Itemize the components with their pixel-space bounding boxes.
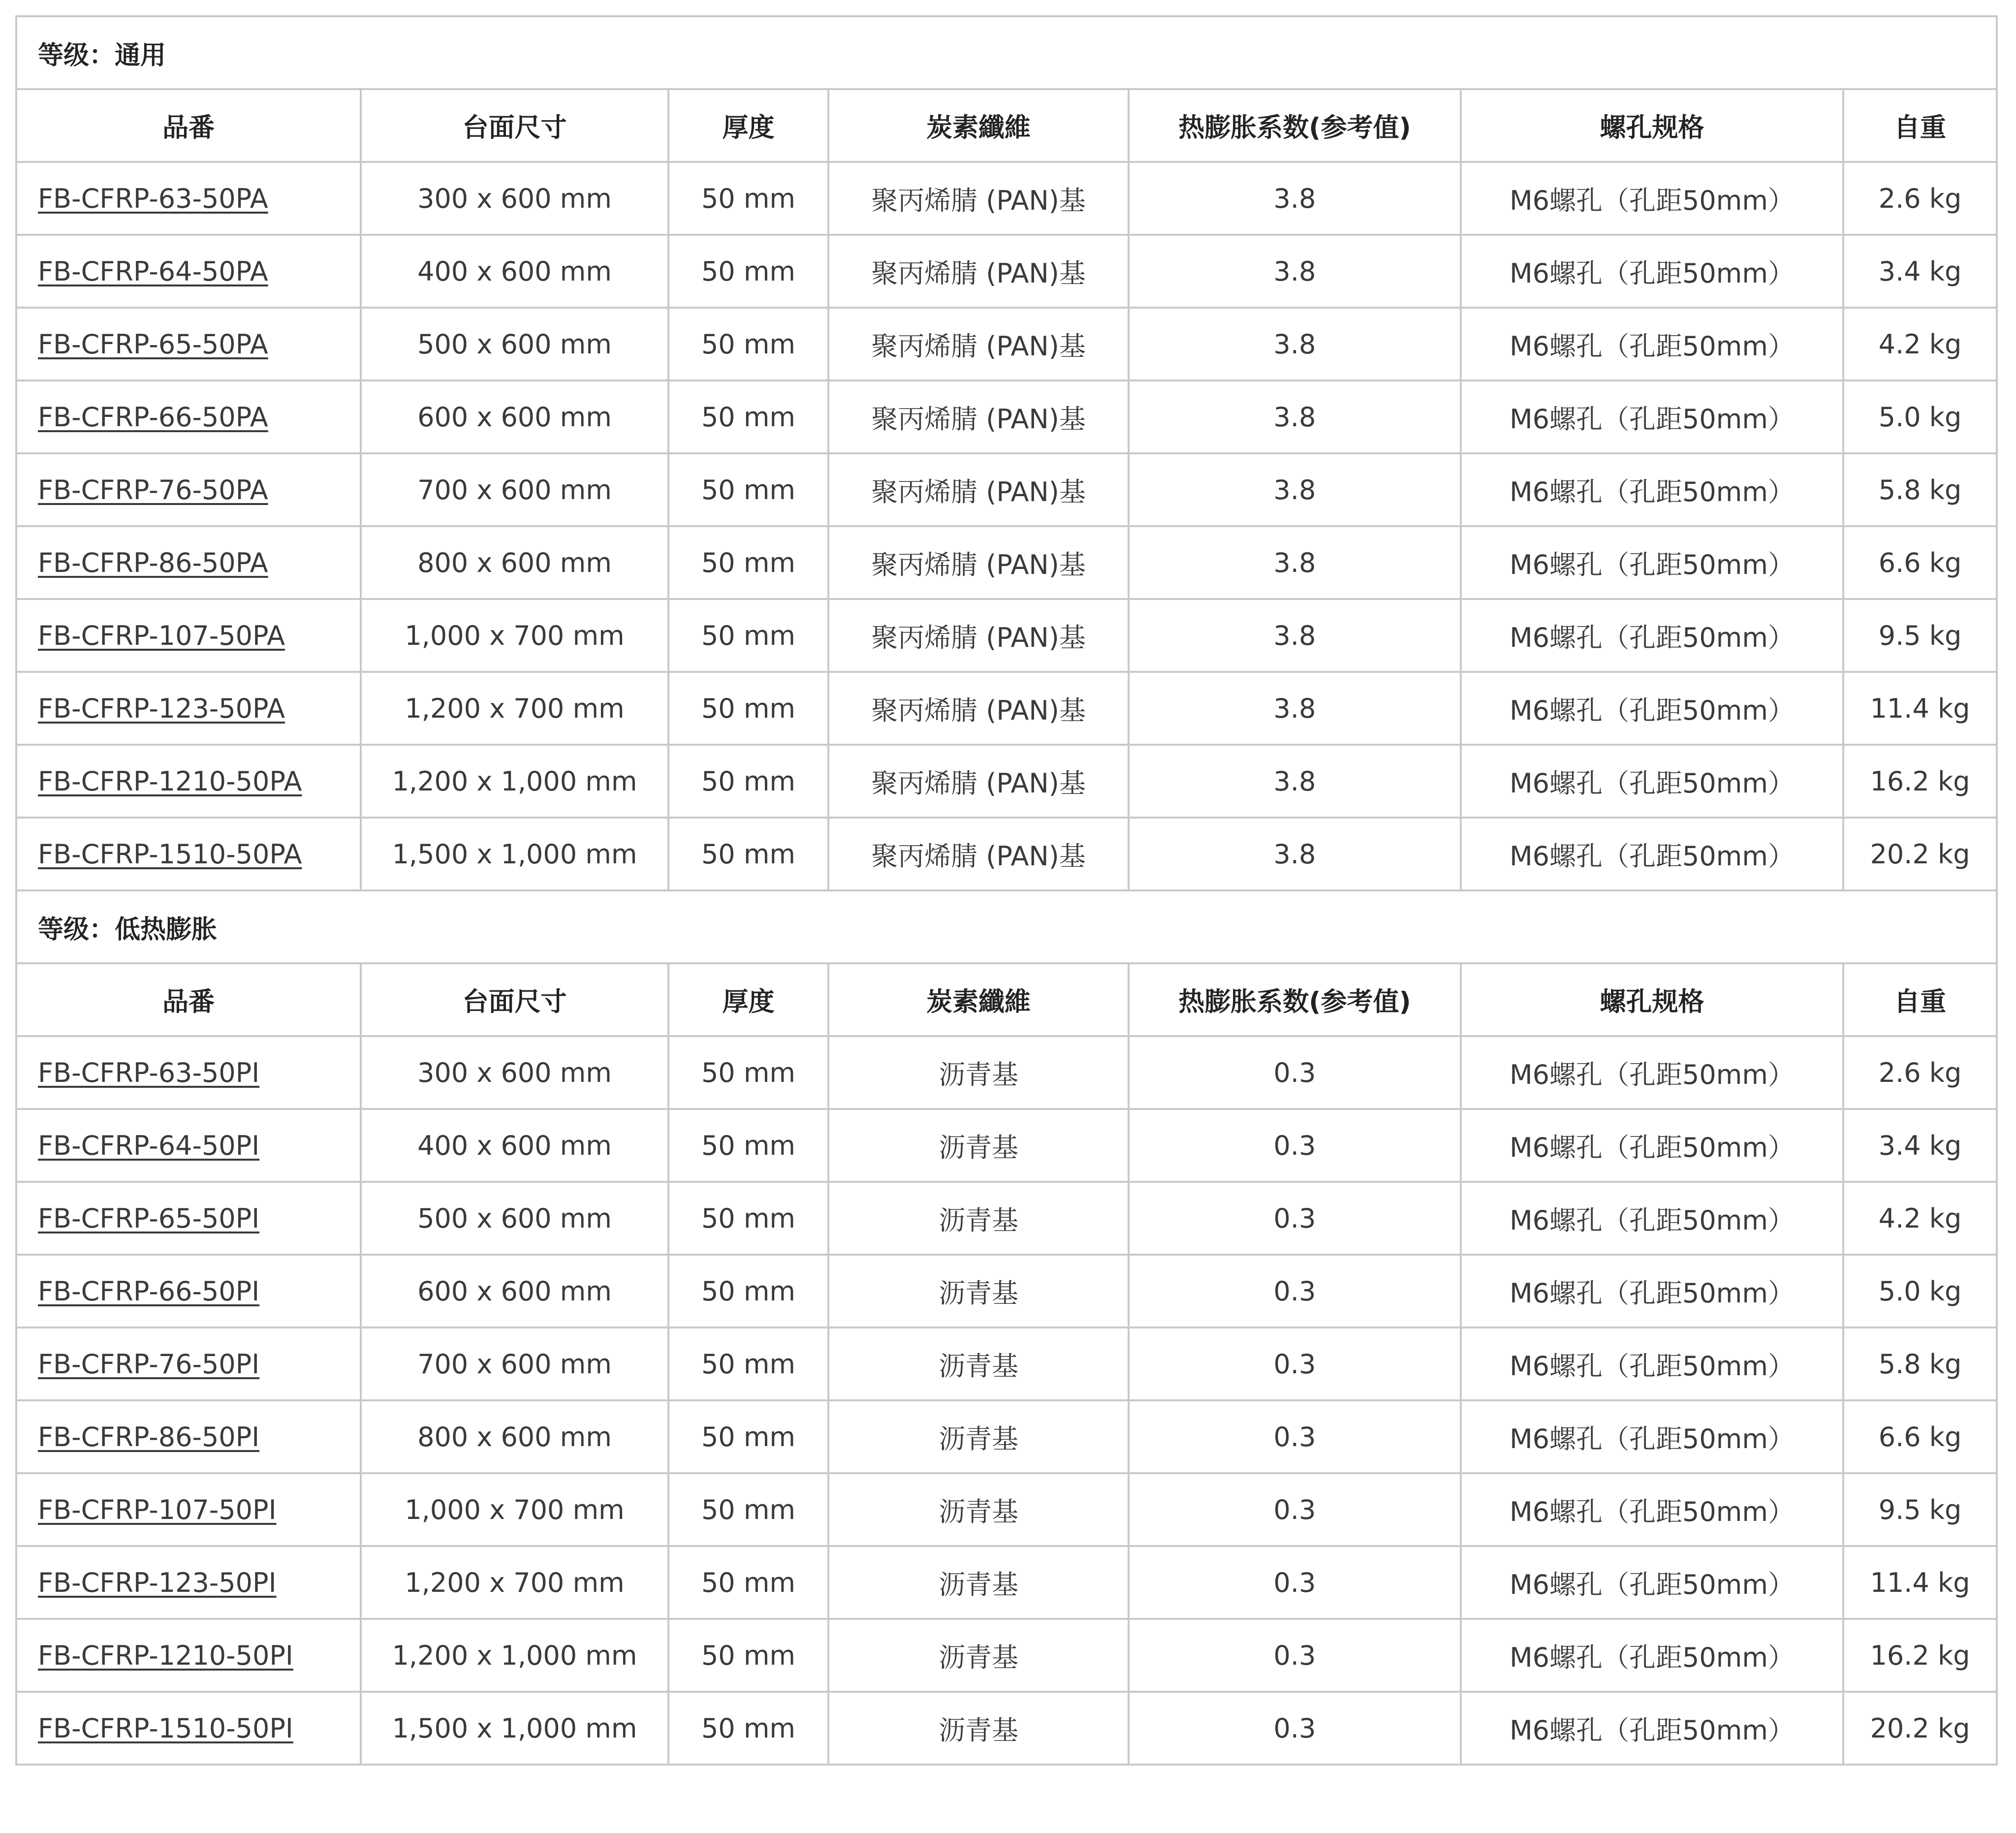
weight-cell: 9.5 kg: [1843, 1473, 1997, 1546]
column-header-row: [16, 963, 1997, 1036]
carbon-fiber-cell: 沥青基: [828, 1619, 1129, 1692]
thickness-cell: 50 mm: [668, 1255, 828, 1327]
screw-hole-cell: M6螺孔（孔距50mm）: [1461, 1692, 1843, 1765]
thickness-cell: 50 mm: [668, 1036, 828, 1109]
carbon-fiber-cell: 沥青基: [828, 1400, 1129, 1473]
thickness-cell: 50 mm: [668, 526, 828, 599]
carbon-fiber-cell: 沥青基: [828, 1255, 1129, 1327]
table-row: [16, 1036, 1997, 1109]
table-row: [16, 1182, 1997, 1255]
cte-cell: 0.3: [1129, 1619, 1461, 1692]
part-number-link[interactable]: FB-CFRP-64-50PA: [38, 255, 268, 287]
screw-hole-cell: M6螺孔（孔距50mm）: [1461, 1109, 1843, 1182]
screw-hole-cell: M6螺孔（孔距50mm）: [1461, 453, 1843, 526]
cte-cell: 3.8: [1129, 599, 1461, 672]
cte-cell: 0.3: [1129, 1036, 1461, 1109]
header-weight: 自重: [1843, 89, 1997, 162]
screw-hole-cell: M6螺孔（孔距50mm）: [1461, 1619, 1843, 1692]
grade-row: [16, 890, 1997, 963]
spec-table: [15, 15, 1998, 1766]
table-size-cell: 800 x 600 mm: [361, 526, 668, 599]
table-size-cell: 1,200 x 1,000 mm: [361, 1619, 668, 1692]
part-number-cell: [16, 1692, 361, 1765]
part-number-cell: [16, 672, 361, 745]
carbon-fiber-cell: 沥青基: [828, 1036, 1129, 1109]
part-number-link[interactable]: FB-CFRP-65-50PI: [38, 1202, 260, 1234]
weight-cell: 6.6 kg: [1843, 1400, 1997, 1473]
carbon-fiber-cell: 聚丙烯腈 (PAN)基: [828, 526, 1129, 599]
part-number-link[interactable]: FB-CFRP-1510-50PA: [38, 838, 302, 870]
part-number-cell: [16, 526, 361, 599]
weight-cell: 6.6 kg: [1843, 526, 1997, 599]
part-number-cell: [16, 818, 361, 890]
part-number-cell: [16, 599, 361, 672]
screw-hole-cell: M6螺孔（孔距50mm）: [1461, 308, 1843, 380]
grade-row: [16, 16, 1997, 89]
cte-cell: 3.8: [1129, 380, 1461, 453]
screw-hole-cell: M6螺孔（孔距50mm）: [1461, 1255, 1843, 1327]
part-number-cell: [16, 1036, 361, 1109]
thickness-cell: 50 mm: [668, 162, 828, 235]
header-weight: 自重: [1843, 963, 1997, 1036]
table-row: [16, 599, 1997, 672]
thickness-cell: 50 mm: [668, 1692, 828, 1765]
header-part-number: 品番: [16, 89, 361, 162]
thickness-cell: 50 mm: [668, 380, 828, 453]
cte-cell: 0.3: [1129, 1546, 1461, 1619]
table-row: [16, 1255, 1997, 1327]
screw-hole-cell: M6螺孔（孔距50mm）: [1461, 1036, 1843, 1109]
screw-hole-cell: M6螺孔（孔距50mm）: [1461, 672, 1843, 745]
weight-cell: 4.2 kg: [1843, 1182, 1997, 1255]
carbon-fiber-cell: 沥青基: [828, 1692, 1129, 1765]
table-size-cell: 1,200 x 1,000 mm: [361, 745, 668, 818]
part-number-link[interactable]: FB-CFRP-76-50PA: [38, 474, 268, 506]
header-carbon-fiber: 炭素纖維: [828, 89, 1129, 162]
carbon-fiber-cell: 聚丙烯腈 (PAN)基: [828, 308, 1129, 380]
table-size-cell: 500 x 600 mm: [361, 1182, 668, 1255]
thickness-cell: 50 mm: [668, 453, 828, 526]
screw-hole-cell: M6螺孔（孔距50mm）: [1461, 1182, 1843, 1255]
header-part-number: 品番: [16, 963, 361, 1036]
cte-cell: 0.3: [1129, 1182, 1461, 1255]
thickness-cell: 50 mm: [668, 235, 828, 308]
part-number-link[interactable]: FB-CFRP-63-50PI: [38, 1057, 260, 1088]
header-thickness: 厚度: [668, 89, 828, 162]
cte-cell: 3.8: [1129, 162, 1461, 235]
carbon-fiber-cell: 聚丙烯腈 (PAN)基: [828, 818, 1129, 890]
part-number-cell: [16, 1619, 361, 1692]
screw-hole-cell: M6螺孔（孔距50mm）: [1461, 526, 1843, 599]
weight-cell: 2.6 kg: [1843, 1036, 1997, 1109]
header-cte: 热膨胀系数(参考值): [1129, 963, 1461, 1036]
weight-cell: 16.2 kg: [1843, 1619, 1997, 1692]
cte-cell: 3.8: [1129, 526, 1461, 599]
thickness-cell: 50 mm: [668, 672, 828, 745]
weight-cell: 9.5 kg: [1843, 599, 1997, 672]
table-size-cell: 300 x 600 mm: [361, 162, 668, 235]
table-row: [16, 1109, 1997, 1182]
cte-cell: 0.3: [1129, 1327, 1461, 1400]
part-number-cell: [16, 1255, 361, 1327]
thickness-cell: 50 mm: [668, 745, 828, 818]
table-size-cell: 1,500 x 1,000 mm: [361, 1692, 668, 1765]
table-size-cell: 800 x 600 mm: [361, 1400, 668, 1473]
carbon-fiber-cell: 沥青基: [828, 1473, 1129, 1546]
weight-cell: 5.0 kg: [1843, 1255, 1997, 1327]
screw-hole-cell: M6螺孔（孔距50mm）: [1461, 1546, 1843, 1619]
thickness-cell: 50 mm: [668, 1473, 828, 1546]
part-number-cell: [16, 745, 361, 818]
thickness-cell: 50 mm: [668, 1182, 828, 1255]
weight-cell: 16.2 kg: [1843, 745, 1997, 818]
carbon-fiber-cell: 沥青基: [828, 1109, 1129, 1182]
cte-cell: 3.8: [1129, 453, 1461, 526]
header-table-size: 台面尺寸: [361, 963, 668, 1036]
table-size-cell: 700 x 600 mm: [361, 1327, 668, 1400]
carbon-fiber-cell: 聚丙烯腈 (PAN)基: [828, 672, 1129, 745]
thickness-cell: 50 mm: [668, 1327, 828, 1400]
carbon-fiber-cell: 聚丙烯腈 (PAN)基: [828, 162, 1129, 235]
screw-hole-cell: M6螺孔（孔距50mm）: [1461, 1327, 1843, 1400]
table-row: [16, 526, 1997, 599]
table-row: [16, 818, 1997, 890]
part-number-link[interactable]: FB-CFRP-123-50PI: [38, 1567, 277, 1598]
part-number-link[interactable]: FB-CFRP-66-50PA: [38, 401, 268, 433]
weight-cell: 4.2 kg: [1843, 308, 1997, 380]
weight-cell: 11.4 kg: [1843, 1546, 1997, 1619]
carbon-fiber-cell: 聚丙烯腈 (PAN)基: [828, 235, 1129, 308]
header-screw-hole: 螺孔规格: [1461, 89, 1843, 162]
cte-cell: 3.8: [1129, 308, 1461, 380]
table-row: [16, 1692, 1997, 1765]
thickness-cell: 50 mm: [668, 1109, 828, 1182]
part-number-cell: [16, 1182, 361, 1255]
part-number-link[interactable]: FB-CFRP-76-50PI: [38, 1348, 260, 1380]
table-size-cell: 1,200 x 700 mm: [361, 1546, 668, 1619]
carbon-fiber-cell: 聚丙烯腈 (PAN)基: [828, 599, 1129, 672]
table-row: [16, 162, 1997, 235]
weight-cell: 2.6 kg: [1843, 162, 1997, 235]
table-row: [16, 380, 1997, 453]
table-row: [16, 1473, 1997, 1546]
part-number-cell: [16, 162, 361, 235]
cte-cell: 0.3: [1129, 1692, 1461, 1765]
table-size-cell: 1,200 x 700 mm: [361, 672, 668, 745]
table-size-cell: 500 x 600 mm: [361, 308, 668, 380]
table-row: [16, 1546, 1997, 1619]
part-number-link[interactable]: FB-CFRP-123-50PA: [38, 693, 285, 724]
weight-cell: 5.8 kg: [1843, 453, 1997, 526]
screw-hole-cell: M6螺孔（孔距50mm）: [1461, 235, 1843, 308]
part-number-cell: [16, 1400, 361, 1473]
thickness-cell: 50 mm: [668, 818, 828, 890]
thickness-cell: 50 mm: [668, 1546, 828, 1619]
carbon-fiber-cell: 沥青基: [828, 1182, 1129, 1255]
cte-cell: 3.8: [1129, 818, 1461, 890]
table-size-cell: 400 x 600 mm: [361, 1109, 668, 1182]
table-size-cell: 1,000 x 700 mm: [361, 599, 668, 672]
table-row: [16, 672, 1997, 745]
weight-cell: 5.8 kg: [1843, 1327, 1997, 1400]
table-row: [16, 453, 1997, 526]
part-number-cell: [16, 453, 361, 526]
thickness-cell: 50 mm: [668, 308, 828, 380]
header-thickness: 厚度: [668, 963, 828, 1036]
table-size-cell: 600 x 600 mm: [361, 1255, 668, 1327]
part-number-link[interactable]: FB-CFRP-64-50PI: [38, 1130, 260, 1161]
table-row: [16, 1327, 1997, 1400]
grade-label: 等级：低热膨胀: [16, 890, 1997, 963]
screw-hole-cell: M6螺孔（孔距50mm）: [1461, 818, 1843, 890]
carbon-fiber-cell: 聚丙烯腈 (PAN)基: [828, 380, 1129, 453]
table-size-cell: 1,000 x 700 mm: [361, 1473, 668, 1546]
table-size-cell: 300 x 600 mm: [361, 1036, 668, 1109]
table-row: [16, 308, 1997, 380]
part-number-cell: [16, 235, 361, 308]
weight-cell: 3.4 kg: [1843, 235, 1997, 308]
screw-hole-cell: M6螺孔（孔距50mm）: [1461, 745, 1843, 818]
weight-cell: 20.2 kg: [1843, 1692, 1997, 1765]
part-number-link[interactable]: FB-CFRP-107-50PA: [38, 620, 285, 651]
part-number-link[interactable]: FB-CFRP-86-50PI: [38, 1421, 260, 1453]
cte-cell: 0.3: [1129, 1400, 1461, 1473]
screw-hole-cell: M6螺孔（孔距50mm）: [1461, 380, 1843, 453]
weight-cell: 20.2 kg: [1843, 818, 1997, 890]
part-number-link[interactable]: FB-CFRP-86-50PA: [38, 547, 268, 578]
carbon-fiber-cell: 聚丙烯腈 (PAN)基: [828, 745, 1129, 818]
grade-label: 等级：通用: [16, 16, 1997, 89]
cte-cell: 0.3: [1129, 1255, 1461, 1327]
thickness-cell: 50 mm: [668, 599, 828, 672]
header-carbon-fiber: 炭素纖維: [828, 963, 1129, 1036]
table-row: [16, 1400, 1997, 1473]
cte-cell: 3.8: [1129, 672, 1461, 745]
table-row: [16, 235, 1997, 308]
thickness-cell: 50 mm: [668, 1400, 828, 1473]
part-number-link[interactable]: FB-CFRP-107-50PI: [38, 1494, 277, 1525]
part-number-link[interactable]: FB-CFRP-1210-50PA: [38, 765, 302, 797]
carbon-fiber-cell: 聚丙烯腈 (PAN)基: [828, 453, 1129, 526]
spec-table-body: [16, 16, 1997, 1765]
weight-cell: 5.0 kg: [1843, 380, 1997, 453]
part-number-link[interactable]: FB-CFRP-1510-50PI: [38, 1712, 293, 1744]
table-row: [16, 745, 1997, 818]
part-number-cell: [16, 1327, 361, 1400]
part-number-link[interactable]: FB-CFRP-65-50PA: [38, 328, 268, 360]
table-size-cell: 700 x 600 mm: [361, 453, 668, 526]
screw-hole-cell: M6螺孔（孔距50mm）: [1461, 1473, 1843, 1546]
part-number-link[interactable]: FB-CFRP-66-50PI: [38, 1275, 260, 1307]
carbon-fiber-cell: 沥青基: [828, 1546, 1129, 1619]
part-number-link[interactable]: FB-CFRP-63-50PA: [38, 183, 268, 214]
column-header-row: [16, 89, 1997, 162]
part-number-link[interactable]: FB-CFRP-1210-50PI: [38, 1640, 293, 1671]
header-cte: 热膨胀系数(参考值): [1129, 89, 1461, 162]
cte-cell: 3.8: [1129, 745, 1461, 818]
screw-hole-cell: M6螺孔（孔距50mm）: [1461, 599, 1843, 672]
weight-cell: 11.4 kg: [1843, 672, 1997, 745]
part-number-cell: [16, 1546, 361, 1619]
header-screw-hole: 螺孔规格: [1461, 963, 1843, 1036]
carbon-fiber-cell: 沥青基: [828, 1327, 1129, 1400]
thickness-cell: 50 mm: [668, 1619, 828, 1692]
screw-hole-cell: M6螺孔（孔距50mm）: [1461, 162, 1843, 235]
cte-cell: 0.3: [1129, 1473, 1461, 1546]
cte-cell: 3.8: [1129, 235, 1461, 308]
weight-cell: 3.4 kg: [1843, 1109, 1997, 1182]
table-row: [16, 1619, 1997, 1692]
part-number-cell: [16, 380, 361, 453]
table-size-cell: 1,500 x 1,000 mm: [361, 818, 668, 890]
cte-cell: 0.3: [1129, 1109, 1461, 1182]
table-size-cell: 600 x 600 mm: [361, 380, 668, 453]
header-table-size: 台面尺寸: [361, 89, 668, 162]
part-number-cell: [16, 1473, 361, 1546]
table-size-cell: 400 x 600 mm: [361, 235, 668, 308]
part-number-cell: [16, 1109, 361, 1182]
part-number-cell: [16, 308, 361, 380]
screw-hole-cell: M6螺孔（孔距50mm）: [1461, 1400, 1843, 1473]
